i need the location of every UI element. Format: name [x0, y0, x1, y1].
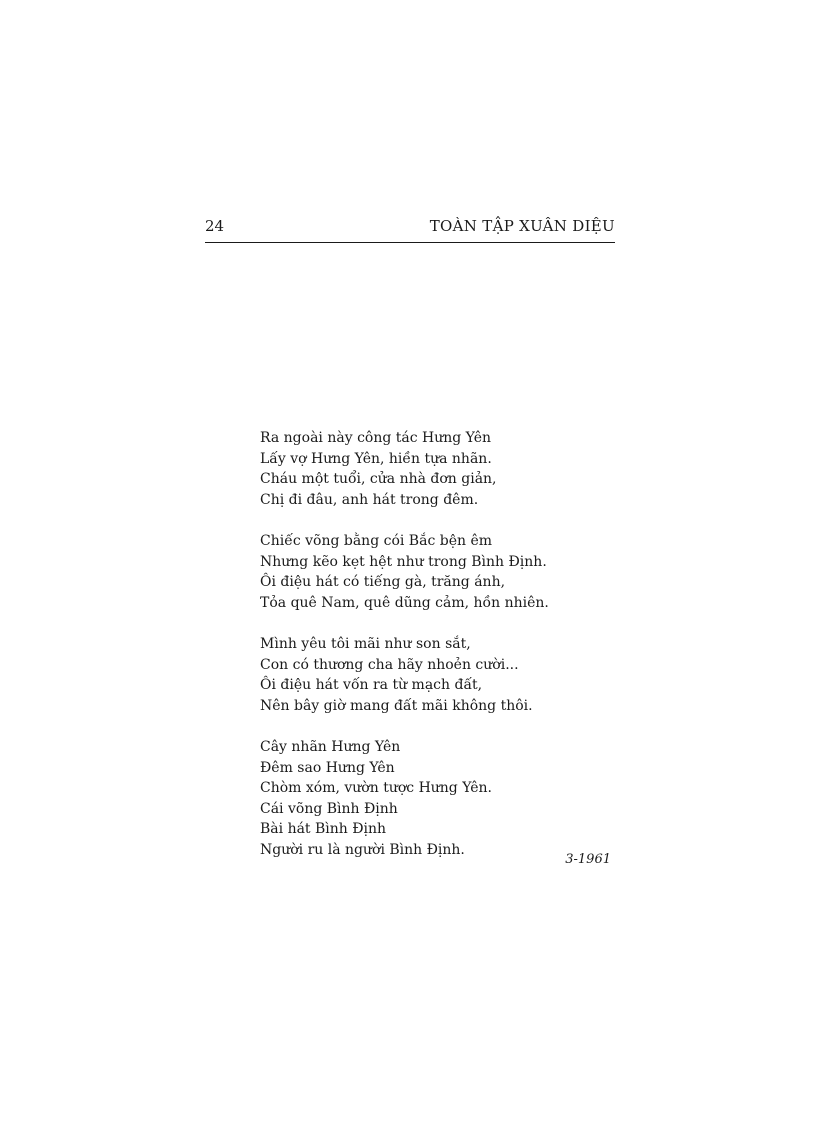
page-number: 24	[205, 217, 225, 235]
poem-line: Cây nhãn Hưng Yên	[260, 739, 401, 755]
poem-line: Đêm sao Hưng Yên	[260, 759, 395, 776]
poem-line: Ôi điệu hát có tiếng gà, trăng ánh,	[260, 574, 506, 590]
poem-line: Ôi điệu hát vốn ra từ mạch đất,	[260, 677, 483, 693]
poem	[260, 428, 620, 881]
poem-line: Chiếc võng bằng cói Bắc bện êm	[260, 533, 493, 549]
poem-line: Tỏa quê Nam, quê dũng cảm, hồn nhiên.	[260, 594, 549, 611]
poem-line: Chòm xóm, vườn tược Hưng Yên.	[260, 780, 492, 796]
stanza-2	[260, 531, 620, 613]
stanza-3	[260, 634, 620, 716]
poem-date: 3-1961	[565, 852, 611, 867]
poem-line: Lấy vợ Hưng Yên, hiền tựa nhãn.	[260, 450, 492, 467]
running-title: TOÀN TẬP XUÂN DIỆU	[429, 217, 615, 235]
poem-line: Nên bây giờ mang đất mãi không thôi.	[260, 697, 533, 714]
poem-line: Chị đi đâu, anh hát trong đêm.	[260, 491, 479, 508]
poem-line: Bài hát Bình Định	[260, 821, 387, 837]
poem-line: Ra ngoài này công tác Hưng Yên	[260, 430, 492, 446]
page-header	[205, 216, 615, 243]
stanza-4	[260, 737, 620, 860]
poem-line: Cái võng Bình Định	[260, 800, 398, 817]
poem-line: Nhưng kẽo kẹt hệt như trong Bình Định.	[260, 553, 547, 570]
poem-line: Mình yêu tôi mãi như son sắt,	[260, 636, 471, 652]
stanza-1	[260, 428, 620, 510]
poem-line: Con có thương cha hãy nhoẻn cười...	[260, 656, 519, 673]
poem-line: Cháu một tuổi, cửa nhà đơn giản,	[260, 471, 497, 487]
poem-line: Người ru là người Bình Định.	[260, 841, 465, 858]
